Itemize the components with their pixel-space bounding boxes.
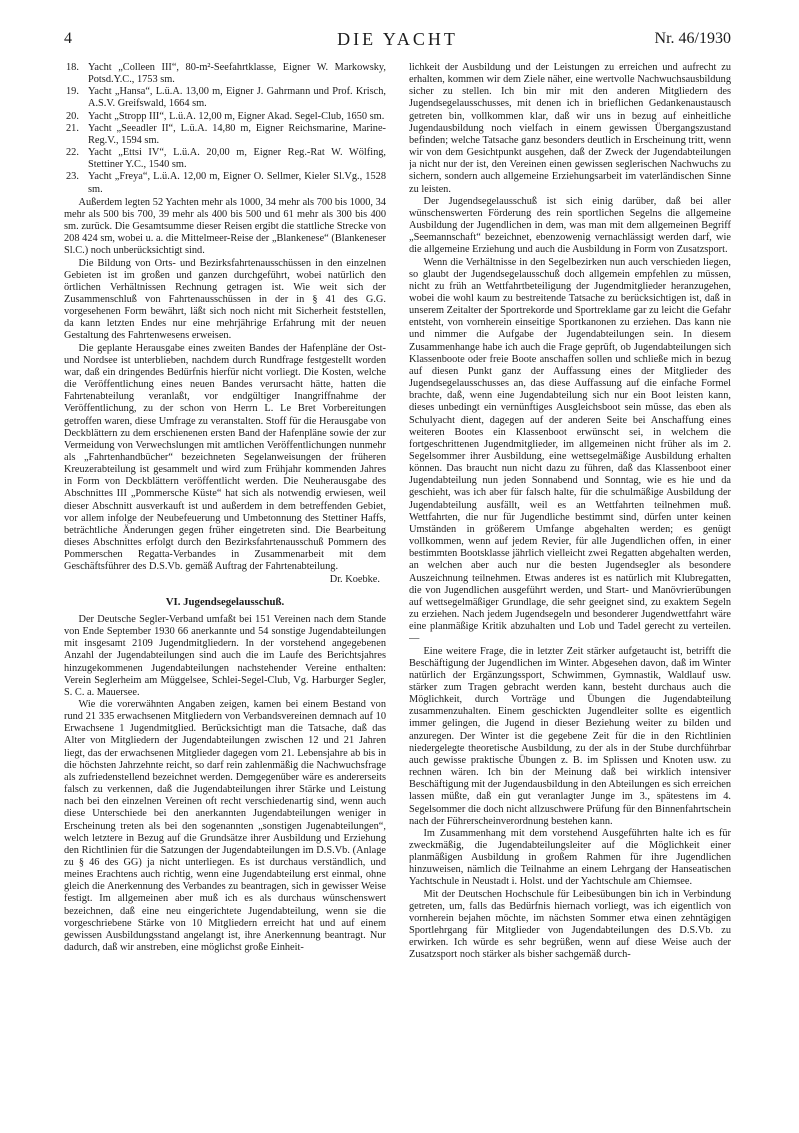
yacht-list bbox=[64, 62, 386, 196]
list-item-text: Yacht „Hansa“, L.ü.A. 13,00 m, Eigner J. Gahrmann und Prof. Krisch, A.S.V. Greifswald, 1664 sm. bbox=[88, 86, 386, 110]
page-header bbox=[64, 30, 731, 50]
list-item bbox=[64, 123, 386, 147]
paragraph: Die geplante Herausgabe eines zweiten Bandes der Hafenpläne der Ost- und Nordsee ist unterblieben, nachdem durch Rundfrage festgestellt worden war, daß ein dringendes Bedürfnis hierfür nicht vorliegt. Die Kosten, welche die Veröffentlichung eines neuen Bandes verursacht hätte, hatten die Fahrtenabteilung veranlaßt, vor endgültiger Inangriffnahme der Veröffentlichung, zu der schon von Herrn L. Le Bret Vorbereitungen getroffen waren, diese Umfrage zu veranstalten. Stoff für die Herausgabe von Deckblättern zu dem erschienenen ersten Band der Hafenpläne sowie der zur Vermeidung von Verwechslungen mit amtlichen Veröffentlichungen nunmehr als „Fahrtenhandbücher“ bezeichneten Segelanweisungen der früheren Kreuzerabteilung ist gesammelt und wird zum Frühjahr kommenden Jahres in Form von Deckblättern veröffentlicht werden. Die Neuherausgabe des Abschnittes III „Pommersche Küste“ hat sich als notwendig erwiesen, weil dieser Abschnitt ausverkauft ist und außerdem in dem betreffenden Gebiet, vor allem infolge der Neubefeuerung und Umbetonnung des Stettiner Haffs, beträchtliche Änderungen gegen früher eingetreten sind. Die Bearbeitung dieses Abschnittes erfolgt durch den Bezirksfahrtenausschuß Pommern des Pommerschen Regatta-Verbandes in Zusammenarbeit mit dem Geschäftsführer des D.S.Vb. gemäß Auftrag der Fahrtenabteilung. bbox=[64, 342, 386, 573]
author-signature: Dr. Koebke. bbox=[329, 573, 380, 585]
list-item bbox=[64, 86, 386, 110]
list-item bbox=[64, 111, 386, 123]
paragraph: Im Zusammenhang mit dem vorstehend Ausgeführten halte ich es für zweckmäßig, die Jugendabteilungsleiter auf die Möglichkeit einer planmäßigen Ausbildung in großem Rahmen für ihre Jugendlichen hinzuweisen, nämlich die Teilnahme an einem Lehrgang der Hanseatischen Yachtschule in Neustadt i. Holst. und der Yachtschule am Chiemsee. bbox=[409, 827, 731, 888]
list-item-number: 21. bbox=[66, 122, 79, 134]
paragraph: lichkeit der Ausbildung und der Leistungen zu erreichen und aufrecht zu erhalten, kommen wir dem Ziele näher, eine wertvolle Nachwuchsausbildung sicher zu stellen. Ich bin mir mit den anderen Mitgliedern des Jugendsegelausschusses, mit denen ich in brieflichen Gedankenaustausch getreten bin, vollkommen klar, daß wir uns in bezug auf einheitliche Jugendausbildung noch vielfach in einem gewissen Übergangszustand befinden; welche Tatsache ganz besonders deutlich in Erscheinung tritt, wenn wir von dem Gesichtpunkt ausgehen, daß der Zweck der Jugendabteilungen ja nicht nur der ist, den Vereinen einen gewissen seglerischen Nachwuchs zu sichern, sondern auch allgemeine Erziehungsarbeit im vaterländischen Sinne zu leisten. bbox=[409, 62, 731, 195]
paragraph: Eine weitere Frage, die in letzter Zeit stärker aufgetaucht ist, betrifft die Beschäftigung der Jugendlichen im Winter. Abgesehen davon, daß im Winter natürlich der Ergänzungssport, Schwimmen, Gymnastik, Waldlauf usw. stärker zum Tragen gebracht werden kann, besteht durchaus auch die Möglichkeit, durch Vorträge und Übungen die Jugendabteilung zusammenzuhalten. Einem geschickten Jugendleiter sollte es eigentlich immer gelingen, die Jugend in dieser Beziehung weiter zu bilden und anzuregen. Der Winter ist die gegebene Zeit für die in den Richtlinien niedergelegte theoretische Ausbildung, zu der als in der Stube durchführbar auch gewisse praktische Übungen z. B. im Splissen und Knoten usw. zu rechnen wären. Ich bin der Meinung daß bei wirklich intensiver Beschäftigung mit der Jugendausbildung in den Abteilungen es sich erreichen lassen müßte, daß ein gut veranlagter Junge im 3., spätestens im 4. Segelsommer die doch nicht allzuschwere Prüfung für den Binnenfahrtschein nach der Führerscheinverordnung bestehen kann. bbox=[409, 645, 731, 827]
list-item-text: Yacht „Freya“, L.ü.A. 12,00 m, Eigner O. Sellmer, Kieler Sl.Vg., 1528 sm. bbox=[88, 171, 386, 195]
list-item-number: 19. bbox=[66, 86, 79, 98]
list-item bbox=[64, 147, 386, 171]
list-item-number: 18. bbox=[66, 62, 79, 73]
right-column bbox=[409, 62, 731, 1102]
page-number: 4 bbox=[64, 30, 72, 47]
journal-title: DIE YACHT bbox=[337, 29, 458, 49]
paragraph: Mit der Deutschen Hochschule für Leibesübungen bin ich in Verbindung getreten, um, falls das Bedürfnis hiernach vorliegt, was ich eigentlich von vornherein bejahen möchte, im nächsten Sommer etwa einen zehntägigen Sportlehrgang für Mitglieder von Jugendabteilungen des D.S.Vb. zu erwirken. Ich würde es sehr begrüßen, wenn auf diese Weise auch der Zusatzsport noch stärker als bisher sachgemäß durch- bbox=[409, 888, 731, 961]
paragraph: Die Bildung von Orts- und Bezirksfahrtenausschüssen in den einzelnen Gebieten ist im großen und ganzen durchgeführt, wobei natürlich den örtlichen Verhältnissen Rechnung getragen ist. Wie weit sich der Zusammenschluß von Fahrtenausschüssen in der in § 41 des G.G. vorgesehenen Form bewährt, läßt sich noch nicht mit Sicherheit feststellen, da kann letzten Endes nur eine mehrjährige Erfahrung mit der neuen Gestaltung des Fahrtenwesens erweisen. bbox=[64, 257, 386, 342]
left-column bbox=[64, 62, 386, 1102]
list-item-text: Yacht „Ettsi IV“, L.ü.A. 20,00 m, Eigner Reg.-Rat W. Wölfing, Stettiner Y.C., 1540 sm. bbox=[88, 147, 386, 171]
paragraph: Wie die vorerwähnten Angaben zeigen, kamen bei einem Bestand von rund 21 335 erwachsenen Mitgliedern von Verbandsvereinen demnach auf 10 Erwachsene 1 Jugendmitglied. Berücksichtigt man die Tatsache, daß das Alter von Mitgliedern der Jugendabteilungen zwischen 12 und 21 Jahren liegt, das der erwachsenen Mitglieder dagegen vom 21. Lebensjahre ab bis in die höchsten Jahrzehnte reicht, so darf rein zahlenmäßig die Nachwuchsfrage als zufriedenstellend bezeichnet werden. Demgegenüber wäre es andererseits falsch zu verkennen, daß die Jugendabteilungen ihrer Stärke und Leistung nach bei den einzelnen Vereinen oft recht verschiedenartig sind, wenn auch diese Unterschiede bei den anerkannten Jugendabteilungen weniger in Erscheinung treten als bei den sogenannten „sonstigen Jugenabteilungen“, welch letztere in Bezug auf die Grundsätze ihrer Ausbildung und Erziehung den Richtlinien für die Satzungen der Jugendabteilungen im D.S.Vb. (Anlage zu § 46 des GG) ja nicht unterliegen. Es ist durchaus verständlich, und meines Erachtens auch richtig, wenn eine Jugendabteilung erst einmal, ohne gleich die Anerkennung des Verbandes zu beantragen, sich in gewisser Weise festigt. Im allgemeinen aber muß ich es als durchaus wünschenswert bezeichnen, daß eine neu eingerichtete Jugendabteilung, wenn sie die vorgeschriebene Stärke von 10 Mitgliedern erreicht hat und auf einem gewissen Ausbildungsstand angelangt ist, ihre Anerkennung beantragt. Nur dadurch, daß wir anstreben, eine möglichst große Einheit- bbox=[64, 698, 386, 954]
paragraph: Wenn die Verhältnisse in den Segelbezirken nun auch verschieden liegen, so glaubt der Jugendsegelausschuß doch allgemein empfehlen zu müssen, nicht zu früh an Wettfahrtbeteiligung der Jugendmitglieder heranzugehen, wobei die wohl kaum zu bestreitende Tatsache zu berücksichtigen ist, daß in unserem Zeitalter der Sportrekorde und Sportreklame gar zu leicht die Gefahr entsteht, von vornherein einseitige Sportkanonen zu erziehen. Das kann nie und nimmer die Aufgabe der Jugendabteilungen sein. In diesem Zusammenhange habe ich auch die Frage geprüft, ob Jugendabteilungen sich Klassenboote oder freie Boote anschaffen sollen und schließe mich in bezug auf diesen Punkt ganz der Auffassung eines der Mitglieder des Jugendsegelausschusses an, das diese Auffassung auf die einfache Formel brachte, daß, wenn eine Jugendabteilung sich nur ein Boot leisten kann, dieses unbedingt ein vernünftiges Ausgleichsboot sein müsse, das eben als Schulyacht dient, dagegen auf der anderen Seite bei Anschaffung eines weiteren Bootes ein Klassenboot erwünscht sei, in welchem die fortgeschrittenen Jugendmitglieder, im allgemeinen nicht früher als im 2. Segelsommer ihrer Ausbildung, eine wettsegelmäßige Ausbildung erhalten können. Das braucht nun nicht dazu zu führen, daß das Klassenboot einer Jugendabteilung nun jeden Sonnabend und Sonntag, wie es hie und da geschieht, was ich aber für falsch halte, für die schulmäßige Ausbildung der Jugendabteilung ausfällt, weil es an Wettfahrten teilnehmen muß. Wettfahrten, die nur für Jugendliche bestimmt sind, dürfen unter keinen Umständen in größerem Umfange abgehalten werden; es genügt vollkommen, wenn auf jedem Revier, für alle Jugendlichen offen, in einer bestimmten Bootsklasse jährlich vielleicht zwei Regatten abgehalten werden, an welchen aber auch nur die besten Jugendsegler als besondere Auszeichnung teilnehmen. Etwas anderes ist es natürlich mit Klubregatten, die von Jugendlichen ausgeführt werden, und Start- und Manövrierübungen auf wettsegelmäßiger Grundlage, die sehr geeignet sind, zu exaktem Segeln zu erziehen. Nach jedem Jugendsegeln und besonderer Jugendwettfahrt wäre eine planmäßige Kritik abzuhalten und Lob und Tadel gerecht zu verteilen. — bbox=[409, 256, 731, 645]
section-heading: VI. Jugendsegelausschuß. bbox=[165, 595, 285, 608]
list-item-number: 23. bbox=[66, 171, 79, 183]
list-item-number: 20. bbox=[66, 110, 79, 122]
paragraph: Außerdem legten 52 Yachten mehr als 1000, 34 mehr als 700 bis 1000, 34 mehr als 500 bis 700, 39 mehr als 400 bis 500 und 61 mehr als 300 bis 400 sm. zurück. Die Gesamtsumme dieser Reisen ergibt die stattliche Strecke von 208 424 sm, wobei u. a. die Mittelmeer-Reise der „Blankenese“ (Blankeneser Sl.C.) noch unberücksichtigt sind. bbox=[64, 196, 386, 257]
list-item-text: Yacht „Colleen III“, 80-m²-Seefahrtklasse, Eigner W. Markowsky, Potsd.Y.C., 1753 sm. bbox=[88, 62, 386, 86]
paragraph: Der Deutsche Segler-Verband umfaßt bei 151 Vereinen nach dem Stande von Ende September 1930 66 anerkannte und 54 sonstige Jugendabteilungen mit insgesamt 2109 Jugendmitgliedern. In der vorstehend angegebenen Anzahl der Jugendabteilungen sind auch die im Laufe des Berichtsjahres hinzugekommenen Jugendabteilungen nachstehender Vereine enthalten: Verein Seglerheim am Müggelsee, Schlei-Segel-Club, Vg. Harburger Segler, S. C. a. Mauersee. bbox=[64, 613, 386, 698]
list-item-number: 22. bbox=[66, 147, 79, 159]
list-item bbox=[64, 62, 386, 86]
list-item-text: Yacht „Stropp III“, L.ü.A. 12,00 m, Eigner Akad. Segel-Club, 1650 sm. bbox=[88, 110, 385, 122]
list-item bbox=[64, 171, 386, 195]
issue-number: Nr. 46/1930 bbox=[654, 30, 731, 47]
paragraph: Der Jugendsegelausschuß ist sich einig darüber, daß bei aller wünschenswerten Förderung des rein sportlichen Segelns die allgemeine Ausbildung der Jugendlichen in dem, was man mit dem allgemeinen Begriff „Seemannschaft“ bezeichnet, ebenzowenig vernachlässigt werden darf, wie die allgemeine Erziehung und auch die Ausbildung in Form von Zusatzsport. bbox=[409, 195, 731, 256]
list-item-text: Yacht „Seeadler II“, L.ü.A. 14,80 m, Eigner Reichsmarine, Marine-Reg.V., 1594 sm. bbox=[88, 122, 386, 146]
